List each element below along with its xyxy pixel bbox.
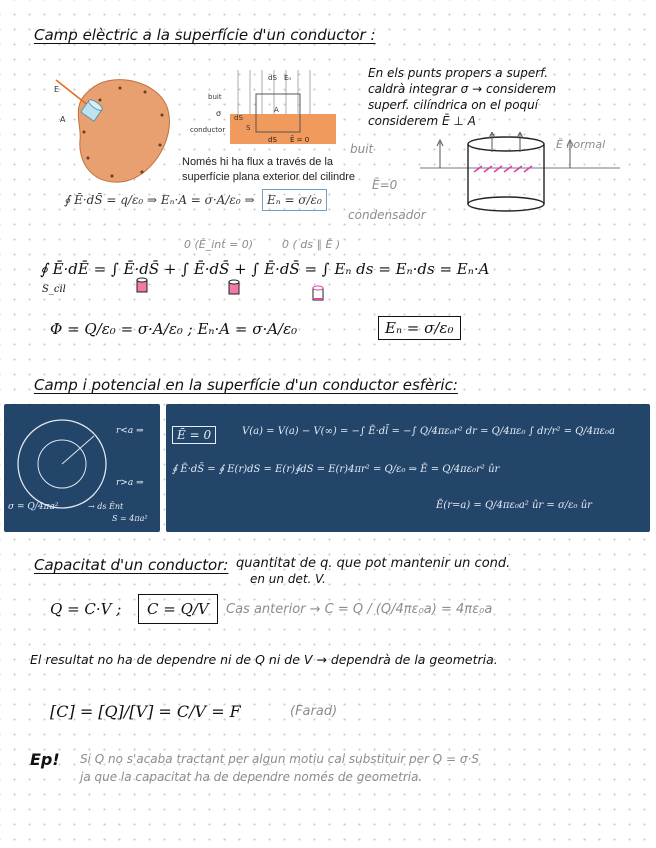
ep-label: Ep! — [30, 750, 60, 769]
diagram-label-S: S — [246, 124, 251, 132]
section-title-sphere: Camp i potencial en la superfície d'un conductor esfèric: — [34, 376, 458, 394]
diagram-label-buit: buit — [208, 93, 222, 101]
note-line-4: considerem Ē ⊥ A — [368, 114, 476, 128]
annotation-e-int-zero: 0 (Ē_int = 0) — [184, 238, 254, 251]
blackboard-right — [166, 404, 650, 532]
label-condensador: condensador — [348, 208, 426, 222]
phi-boxed-result: Eₙ = σ/ε₀ — [378, 316, 461, 340]
pink-cylinder-icon-3 — [312, 284, 324, 304]
chalk-field-at-a: Ē(r=a) = Q/4πε₀a² ûr = σ/ε₀ ûr — [436, 500, 592, 511]
diagram-label-A: A — [274, 106, 279, 114]
c-boxed: C = Q/V — [138, 594, 218, 624]
units-equation: [C] = [Q]/[V] = C/V = F — [50, 702, 241, 721]
chalk-ds: → ds Ēnt — [88, 502, 124, 511]
textbook-formula: ∮ Ē·dS̄ = q/ε₀ ⇒ Eₙ·A = σ·A/ε₀ ⇒ — [64, 193, 255, 207]
textbook-formula-boxed: Eₙ = σ/ε₀ — [262, 189, 327, 211]
ep-note-line1: Si Q no s'acaba tractant per algun motiu cal substituir per Q = σ·S — [80, 752, 479, 766]
diagram-label-dS-side: dS — [234, 114, 243, 122]
note-line-1: En els punts propers a superf. — [368, 66, 549, 80]
diagram-label-dS-top: dS — [268, 74, 277, 82]
chalk-sigma: σ = Q/4πa² — [8, 502, 59, 512]
section-title-capacitance: Capacitat d'un conductor: — [34, 556, 229, 574]
section-title-field-surface: Camp elèctric a la superfície d'un conductor : — [34, 26, 376, 44]
diagram-label-dS-bottom: dS — [268, 136, 277, 144]
label-e-zero: Ē=0 — [372, 178, 398, 192]
note-line-3: superf. cilíndrica on el poquí — [368, 98, 539, 112]
chalk-e-zero: Ē = 0 — [172, 426, 216, 444]
diagram-label-E0: Ē = 0 — [290, 136, 310, 144]
figure-caption-line2: superfície plana exterior del cilindre — [182, 171, 356, 183]
figure-caption-line1: Només hi ha flux a través de la — [182, 156, 334, 168]
integral-equation: ∮ Ē·dĒ = ∫ Ē·dS̄ + ∫ Ē·dS̄ + ∫ Ē·dS̄ = ∫ Eₙ ds = Eₙ·ds = Eₙ·A — [40, 260, 490, 278]
diagram-label-En: Eₙ — [284, 74, 292, 82]
phi-equation: Φ = Q/ε₀ = σ·A/ε₀ ; Eₙ·A = σ·A/ε₀ — [50, 320, 298, 338]
capacitance-definition: quantitat de q. que pot mantenir un cond. — [236, 556, 511, 571]
chalk-r-less-a: r<a ⇒ — [116, 426, 144, 436]
label-e-normal: Ē normal — [556, 138, 606, 151]
diagram-label-sigma: σ — [216, 109, 222, 118]
blackboard-left — [4, 404, 160, 532]
ep-note-line2: ja que la capacitat ha de dependre només de geometria. — [80, 770, 423, 784]
farad-label: (Farad) — [290, 704, 338, 719]
label-buit: buit — [350, 142, 374, 156]
cylinder-cross-section-figure — [186, 66, 336, 152]
note-line-2: caldrà integrar σ → considerem — [368, 82, 557, 96]
integral-subscript: S_cil — [42, 284, 66, 295]
cas-anterior: Cas anterior → C = Q / (Q/4πε₀a) = 4πε₀a — [226, 602, 493, 617]
chalk-gauss: ∮ Ē·dS̄ = ∮ E(r)dS = E(r)∮dS = E(r)4πr² = Q/ε₀ ⇒ Ē = Q/4πε₀r² ûr — [172, 464, 500, 475]
chalk-r-greater-a: r>a ⇒ — [116, 478, 144, 488]
pink-cylinder-icon-1 — [136, 276, 148, 296]
annotation-ds-parallel: 0 ( ds ∥ Ē ) — [282, 238, 341, 251]
pink-cylinder-icon-2 — [228, 278, 240, 298]
capacitance-definition-2: en un det. V. — [250, 572, 326, 586]
q-equals-cv: Q = C·V ; — [50, 600, 122, 618]
label-E: E — [54, 85, 60, 94]
diagram-label-conductor: conductor — [190, 126, 226, 134]
result-note: El resultat no ha de dependre ni de Q ni de V → dependrà de la geometria. — [30, 652, 498, 667]
conductor-figure — [50, 70, 178, 188]
chalk-surface: S = 4πa² — [112, 514, 148, 523]
label-A: A — [60, 115, 66, 124]
chalk-potential: V(a) = V(a) − V(∞) = −∫ Ē·dl̄ = −∫ Q/4πε₀r² dr = Q/4πε₀ ∫ dr/r² = Q/4πε₀a — [242, 426, 616, 437]
